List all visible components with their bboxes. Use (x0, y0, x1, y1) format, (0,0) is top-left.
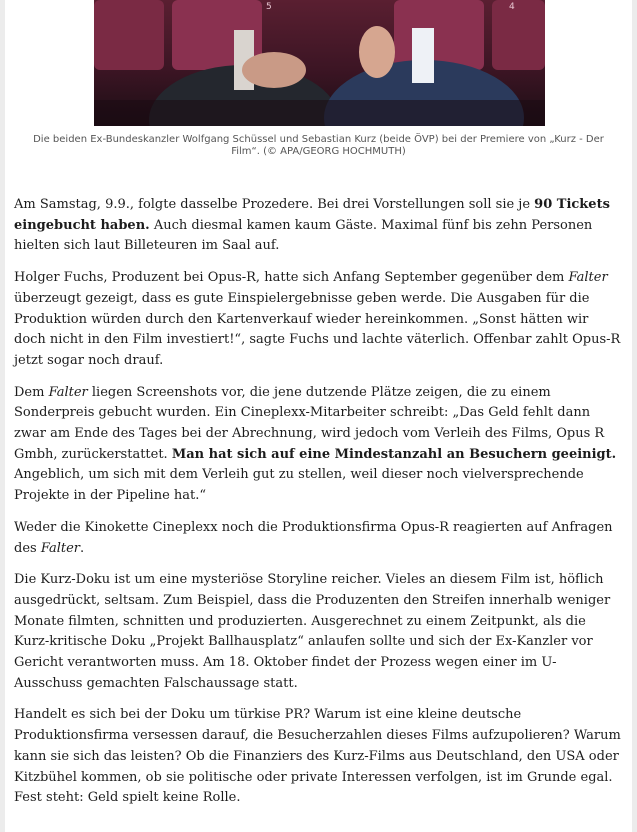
text: Dem (14, 384, 49, 400)
article-photo[interactable] (94, 0, 545, 126)
publication-name: Falter (40, 540, 81, 556)
bold-text: Man hat sich auf eine Mindestanzahl an Besuchern geeinigt. (171, 446, 617, 462)
article-page (5, 0, 632, 832)
paragraph-5: Die Kurz-Doku ist um eine mysteriöse Storyline reicher. Vieles an diesem Film ist, höflich ausgedrückt, seltsam. Zum Beispiel, dass die Produzenten den Streifen innerhalb weniger Monate filmten, schnitten und produzierten. Ausgerechnet zu einem Zeitpunkt, als die Kurz-kritische Doku „Projekt Ballhausplatz“ anlaufen sollte und sich der Ex-Kanzler vor Gericht verantworten muss. Am 18. Oktober findet der Prozess wegen einer im U-Ausschuss gemachten Falschaussage statt. (14, 572, 611, 691)
publication-name: Falter (568, 270, 608, 286)
text: Weder die Kinokette Cineplexx noch die Produktionsfirma Opus-R reagierten auf Anfragen des (14, 519, 613, 556)
paragraph-3 (14, 383, 622, 507)
photo-caption: Die beiden Ex-Bundeskanzler Wolfgang Schüssel und Sebastian Kurz (beide ÖVP) bei der Premiere von „Kurz - Der Film“. (© APA/GEORG HOCHMUTH) (33, 134, 604, 157)
text: Angeblich, um sich mit dem Verleih gut zu stellen, weil dieser noch vielversprechende Projekte in der Pipeline hat.“ (14, 467, 584, 504)
article-body (14, 195, 622, 820)
publication-name: Falter (48, 384, 88, 400)
bold-text: 90 Tickets eingebucht haben. (14, 197, 610, 233)
seat-number-5: 5 (266, 2, 272, 12)
paragraph-2 (14, 268, 622, 372)
text: Holger Fuchs, Produzent bei Opus-R, hatte sich Anfang September gegenüber dem (14, 270, 569, 286)
seat-number-4: 4 (509, 2, 515, 12)
text: . (80, 540, 85, 556)
paragraph-1 (14, 195, 622, 257)
text: liegen Screenshots vor, die jene dutzende Plätze zeigen, die zu einem Sonderpreis gebucht wurden. Ein Cineplexx-Mitarbeiter schreibt: „Das Geld fehlt dann zwar am Ende des Tages bei der Abrechnung, wird jedoch vom Verleih des Films, Opus R Gmbh, zurückerstattet. (14, 384, 605, 462)
text: Auch diesmal kamen kaum Gäste. Maximal fünf bis zehn Personen hielten sich laut Billeteuren im Saal auf. (14, 217, 593, 254)
paragraph-6: Handelt es sich bei der Doku um türkise PR? Warum ist eine kleine deutsche Produktionsfirma versessen darauf, die Besucherzahlen dieses Films aufzupolieren? Warum kann sie sich das leisten? Ob die Finanziers des Kurz-Films aus Deutschland, den USA oder Kitzbühel kommen, ob sie politische oder private Interessen verfolgen, ist im Grunde egal. Fest steht: Geld spielt keine Rolle. (14, 707, 621, 806)
press-photo-icon (94, 0, 545, 126)
text: überzeugt gezeigt, dass es gute Einspielergebnisse geben werde. Die Ausgaben für die Produktion würden durch den Kartenverkauf wieder hereinkommen. „Sonst hätten wir doch nicht in den Film investiert!“, sagte Fuchs und lachte väterlich. Offenbar zahlt Opus-R jetzt sogar noch drauf. (14, 290, 621, 368)
text: Am Samstag, 9.9., folgte dasselbe Prozedere. Bei drei Vorstellungen soll sie je (14, 197, 535, 212)
paragraph-4 (14, 518, 622, 559)
